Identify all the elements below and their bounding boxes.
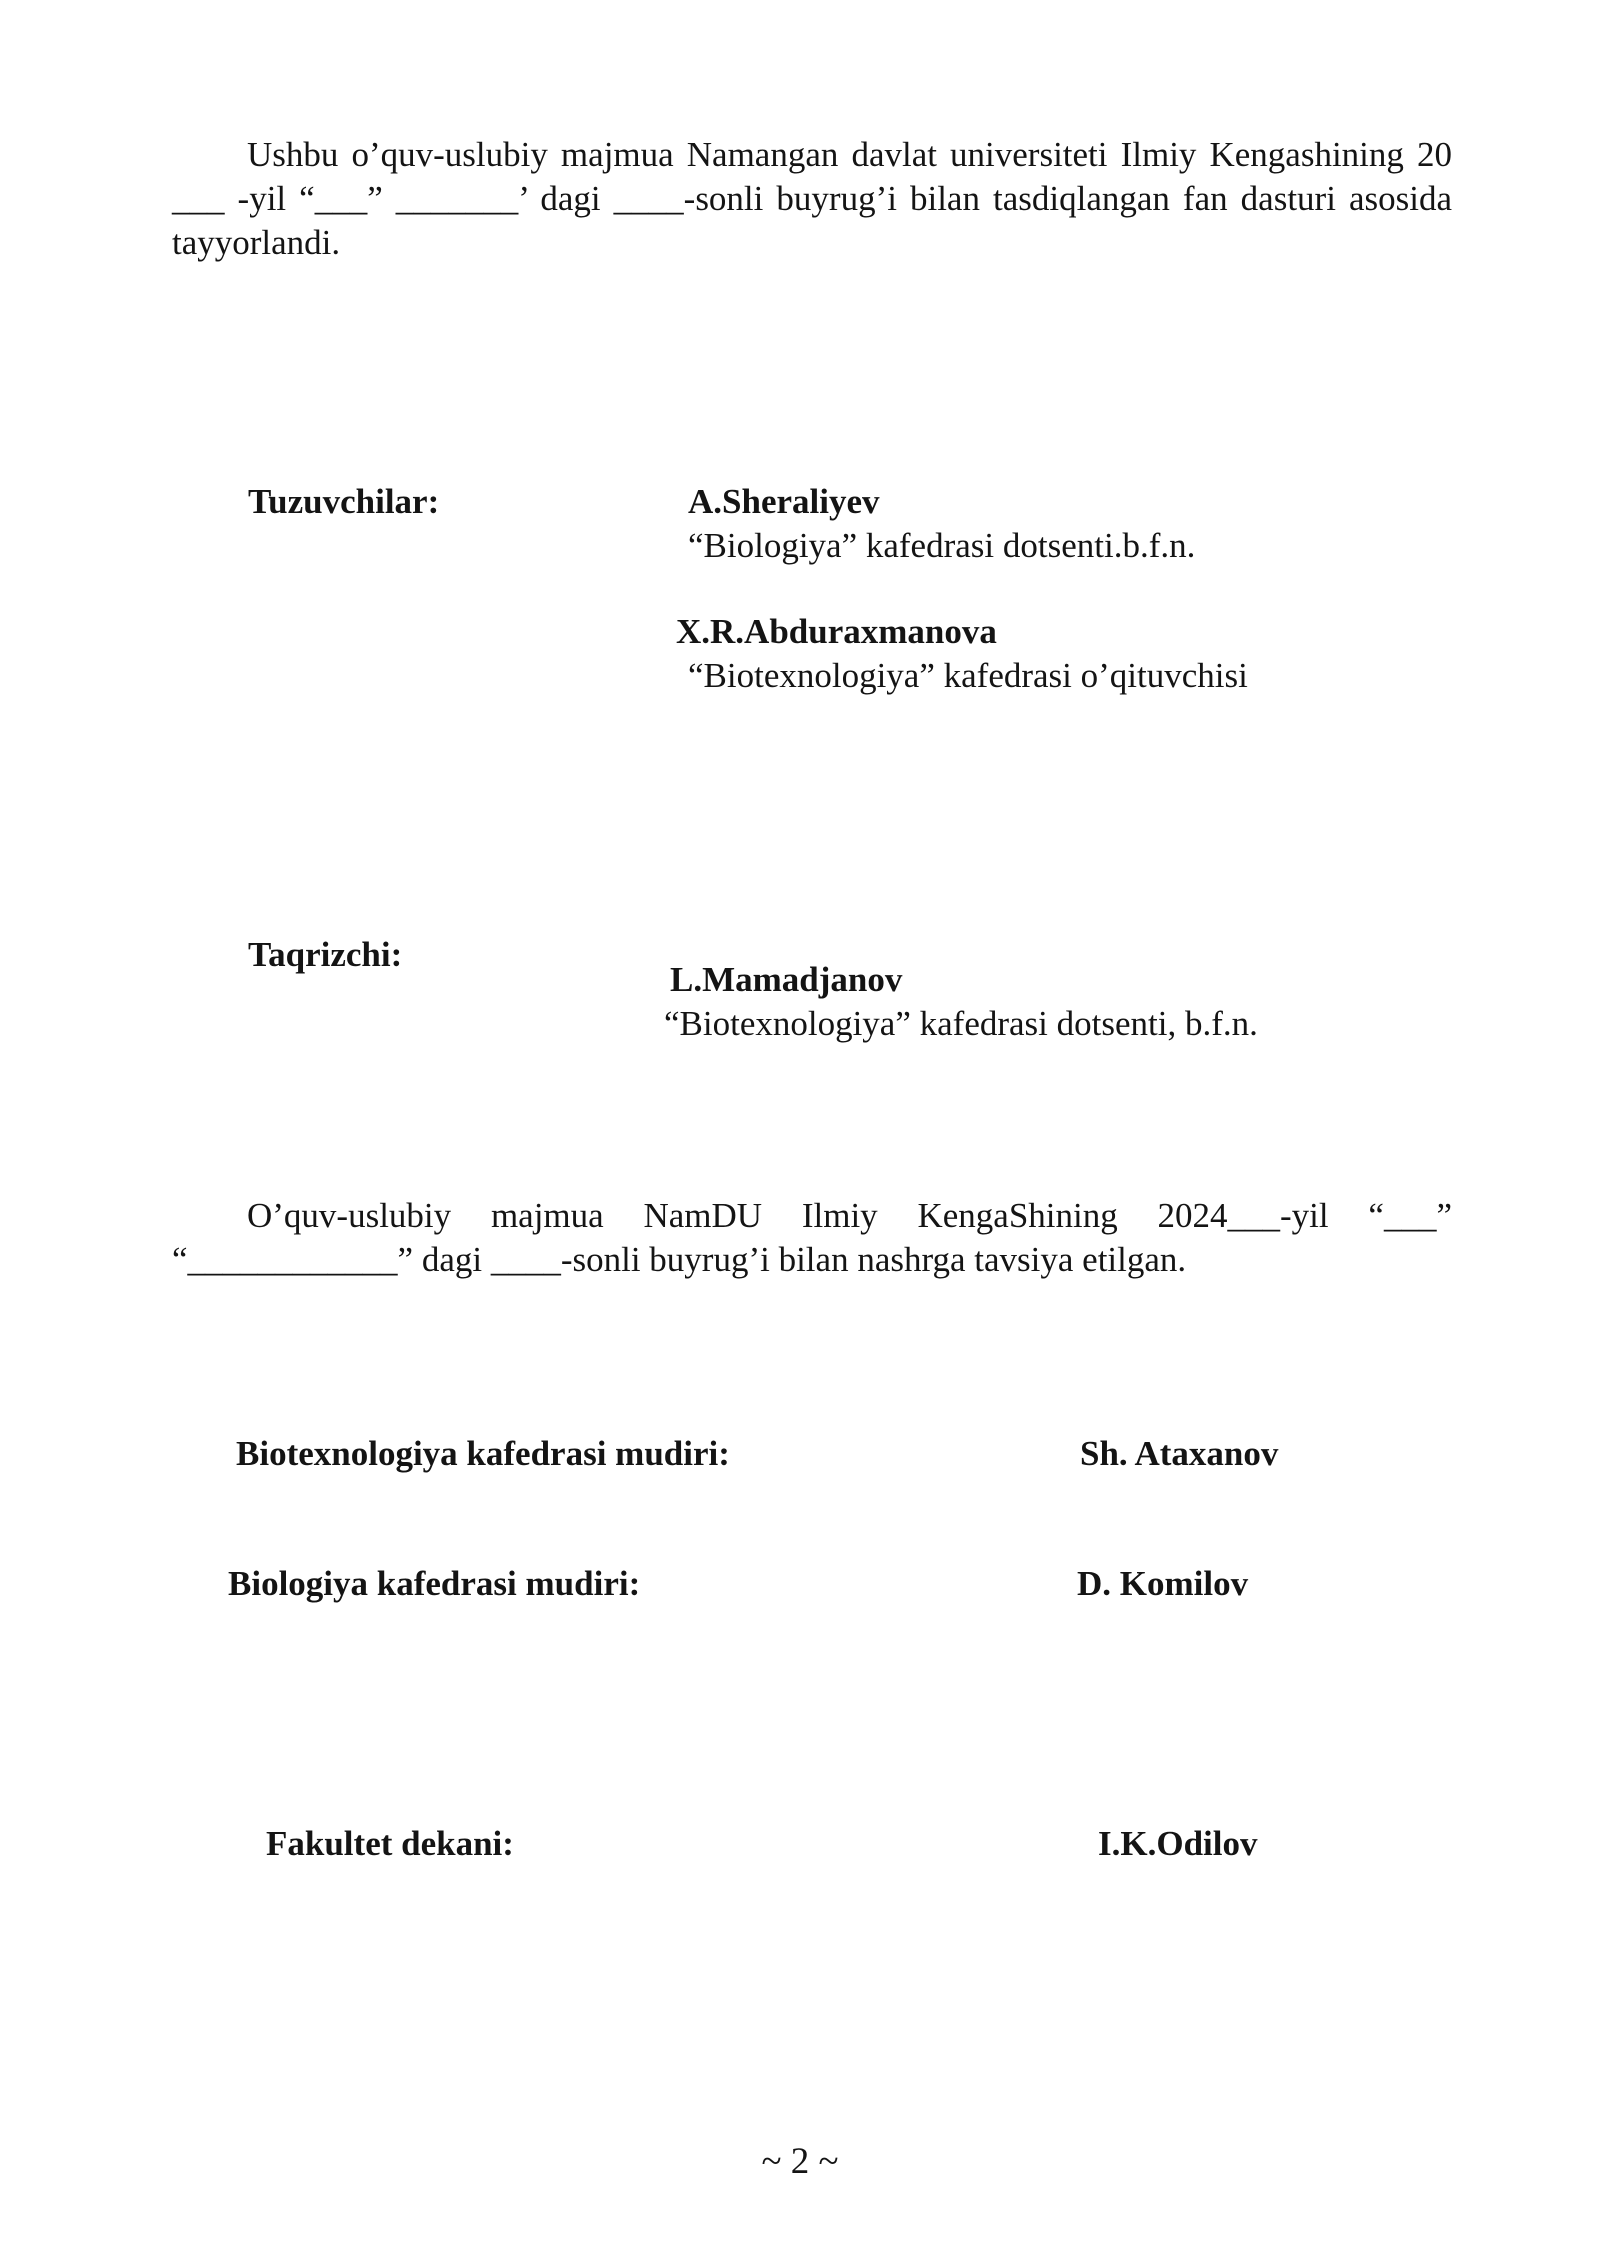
reviewer-position: “Biotexnologiya” kafedrasi dotsenti, b.f.n. — [664, 1004, 1258, 1043]
compiler-1-position: “Biologiya” kafedrasi dotsenti.b.f.n. — [688, 526, 1196, 565]
signature-title-biotech-head: Biotexnologiya kafedrasi mudiri: — [236, 1434, 730, 1473]
signature-name-biology-head: D. Komilov — [1077, 1564, 1249, 1603]
signature-name-biotech-head: Sh. Ataxanov — [1080, 1434, 1279, 1473]
intro-paragraph: Ushbu o’quv-uslubiy majmua Namangan davlat universiteti Ilmiy Kengashining 20 ___ -yil “___” _______’ dagi ____-sonli buyrug’i bilan tasdiqlangan fan dasturi asosida tayyorlandi. — [172, 135, 1452, 262]
signature-title-biology-head: Biologiya kafedrasi mudiri: — [228, 1564, 641, 1603]
compiler-2-position: “Biotexnologiya” kafedrasi o’qituvchisi — [688, 656, 1248, 695]
compiler-1-name: A.Sheraliyev — [688, 482, 880, 521]
reviewer-label: Taqrizchi: — [248, 935, 403, 974]
compiler-2-name: X.R.Abduraxmanova — [676, 612, 997, 651]
compilers-label: Tuzuvchilar: — [248, 482, 440, 521]
reviewer-name: L.Mamadjanov — [670, 960, 903, 999]
signature-title-dean: Fakultet dekani: — [266, 1824, 514, 1863]
signature-name-dean: I.K.Odilov — [1098, 1824, 1258, 1863]
page-number: ~ 2 ~ — [761, 2141, 839, 2182]
recommendation-paragraph: O’quv-uslubiy majmua NamDU Ilmiy KengaShining 2024___-yil “___” “____________” dagi ____-sonli buyrug’i bilan nashrga tavsiya etilgan. — [172, 1196, 1452, 1279]
